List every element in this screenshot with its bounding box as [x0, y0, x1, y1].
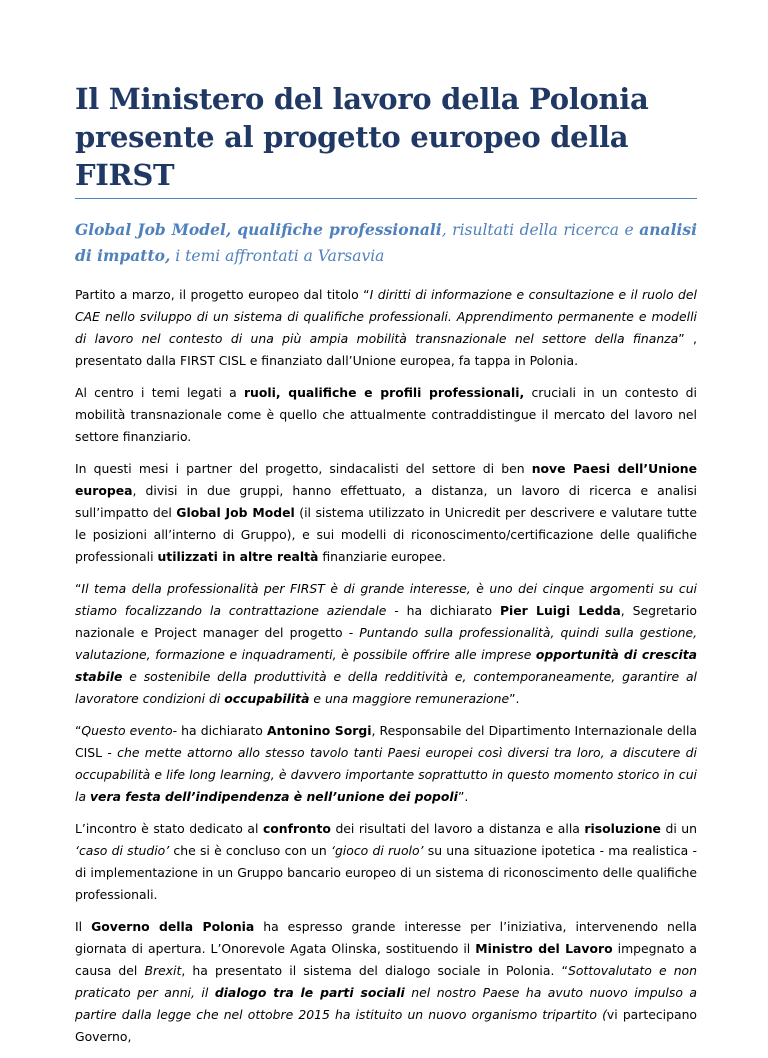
p4-quote: e sostenibile della produttività e della redditività e, contemporaneamente, garantire al lavoratore condizioni di: [75, 669, 697, 706]
p6-text: dei risultati del lavoro a distanza e alla: [330, 821, 585, 836]
p5-text: - ha dichiarato: [172, 723, 268, 738]
p2-bold: ruoli, qualifiche e profili professionali,: [243, 385, 525, 400]
p3-bold: nove Paesi dell’Unione europea: [75, 461, 697, 498]
p6-italic: ‘caso di studio’: [75, 843, 170, 858]
p4-quote: e una maggiore remunerazione: [309, 691, 510, 706]
article: [75, 80, 697, 1058]
p5-person-name: Antonino Sorgi: [267, 723, 372, 738]
p3-text: In questi mesi i partner del progetto, sindacalisti del settore di ben: [75, 461, 532, 476]
p7-quote: Sottovalutato e non praticato per anni, il: [75, 963, 697, 1000]
p6-text: L’incontro è stato dedicato al: [75, 821, 263, 836]
p1-project-title: I diritti di informazione e consultazione e il ruolo del CAE nello sviluppo di un sistema di qualifiche professionali. Apprendimento permanente e modelli di lavoro nel contesto di una più ampia mobilità transnazionale nel settore della finanza: [75, 287, 697, 346]
paragraph-5: [75, 720, 697, 808]
p5-text: ”.: [457, 789, 469, 804]
p2-text: Al centro i temi legati a: [75, 385, 244, 400]
p3-text: , divisi in due gruppi, hanno effettuato, a distanza, un lavoro di ricerca e analisi sull’impatto del: [75, 483, 697, 520]
p5-text: “: [75, 723, 82, 738]
p7-text: ha espresso grande interesse per l’iniziativa, intervenendo nella giornata di apertura. L’Onorevole Agata Olinska, sostituendo il: [75, 919, 697, 956]
subtitle-text-1: , risultati della ricerca e: [441, 221, 640, 239]
paragraph-4: [75, 578, 697, 710]
p4-quote: Il tema della professionalità per FIRST è di grande interesse, è uno dei cinque argomenti su cui stiamo focalizzando la contrattazione aziendale: [75, 581, 697, 618]
p5-text: , Responsabile del Dipartimento Internazionale della CISL -: [75, 723, 698, 760]
p7-text: , ha presentato il sistema del dialogo sociale in Polonia. “: [181, 963, 568, 978]
p6-italic: ‘gioco di ruolo’: [331, 843, 424, 858]
p3-bold: utilizzati in altre realtà: [157, 549, 319, 564]
title-line-2: presente al progetto europeo della FIRST: [75, 120, 629, 192]
p3-bold: Global Job Model: [176, 505, 295, 520]
paragraph-1: [75, 284, 697, 372]
p2-text: cruciali in un contesto di mobilità transnazionale come è quello che attualmente contraddistingue il mercato del lavoro nel settore finanziario.: [75, 385, 697, 444]
p3-text: finanziarie europee.: [318, 549, 446, 564]
p6-bold: confronto: [262, 821, 331, 836]
p7-bold: Ministro del Lavoro: [475, 941, 613, 956]
p4-quote-bold: opportunità di crescita stabile: [75, 647, 698, 684]
p7-quote: nel nostro Paese ha avuto nuovo impulso a partire dalla legge che nel ottobre 2015 ha istituito un nuovo organismo tripartito (: [75, 985, 697, 1022]
p7-text: impegnato a causa del: [75, 941, 697, 978]
p6-text: che si è concluso con un: [169, 843, 331, 858]
title-line-1: Il Ministero del lavoro della Polonia: [75, 82, 649, 116]
p5-quote-bold: vera festa dell’indipendenza è nell’unione dei popoli: [89, 789, 458, 804]
paragraph-2: [75, 382, 697, 448]
p4-text: ”.: [509, 691, 520, 706]
p7-text: vi partecipano Governo,: [75, 1007, 697, 1044]
paragraph-3: [75, 458, 697, 568]
paragraph-6: [75, 818, 697, 906]
p4-text: - ha dichiarato: [386, 603, 500, 618]
subtitle-text-2: i temi affrontati a Varsavia: [170, 247, 385, 265]
p7-bold: Governo della Polonia: [91, 919, 255, 934]
p7-text: Il: [75, 919, 92, 934]
subtitle: [75, 217, 697, 269]
p1-text: ” , presentato dalla FIRST CISL e finanziato dall’Unione europea, fa tappa in Polonia.: [75, 331, 697, 368]
subtitle-bold-2: analisi di impatto,: [75, 220, 697, 265]
page-title: [75, 80, 697, 199]
p6-text: su una situazione ipotetica - ma realistica - di implementazione in un Gruppo bancario europeo di un sistema di riconoscimento delle qualifiche professionali.: [75, 843, 697, 902]
p7-quote-bold: dialogo tra le parti sociali: [214, 985, 405, 1000]
p3-text: (il sistema utilizzato in Unicredit per descrivere e valutare tutte le posizioni all’interno di Gruppo), e sui modelli di riconoscimento/certificazione delle qualifiche professionali: [75, 505, 697, 564]
p6-bold: risoluzione: [584, 821, 661, 836]
p1-text: Partito a marzo, il progetto europeo dal titolo “: [75, 287, 370, 302]
p4-text: “: [75, 581, 82, 596]
subtitle-bold-1: Global Job Model, qualifiche professionali: [75, 220, 442, 239]
p5-quote: che mette attorno allo stesso tavolo tanti Paesi europei così diversi tra loro, a discutere di occupabilità e life long learning, è davvero importante soprattutto in questo momento storico in cui la: [75, 745, 697, 804]
p4-text: , Segretario nazionale e Project manager del progetto -: [75, 603, 697, 640]
paragraph-7: [75, 916, 697, 1048]
p6-text: di un: [660, 821, 697, 836]
p4-quote-bold: occupabilità: [224, 691, 310, 706]
p4-person-name: Pier Luigi Ledda: [499, 603, 621, 618]
p7-italic: Brexit: [144, 963, 182, 978]
p5-quote: Questo evento: [81, 723, 173, 738]
p4-quote: Puntando sulla professionalità, quindi sulla gestione, valutazione, formazione e inquadramenti, è possibile offrire alle imprese: [75, 625, 698, 662]
